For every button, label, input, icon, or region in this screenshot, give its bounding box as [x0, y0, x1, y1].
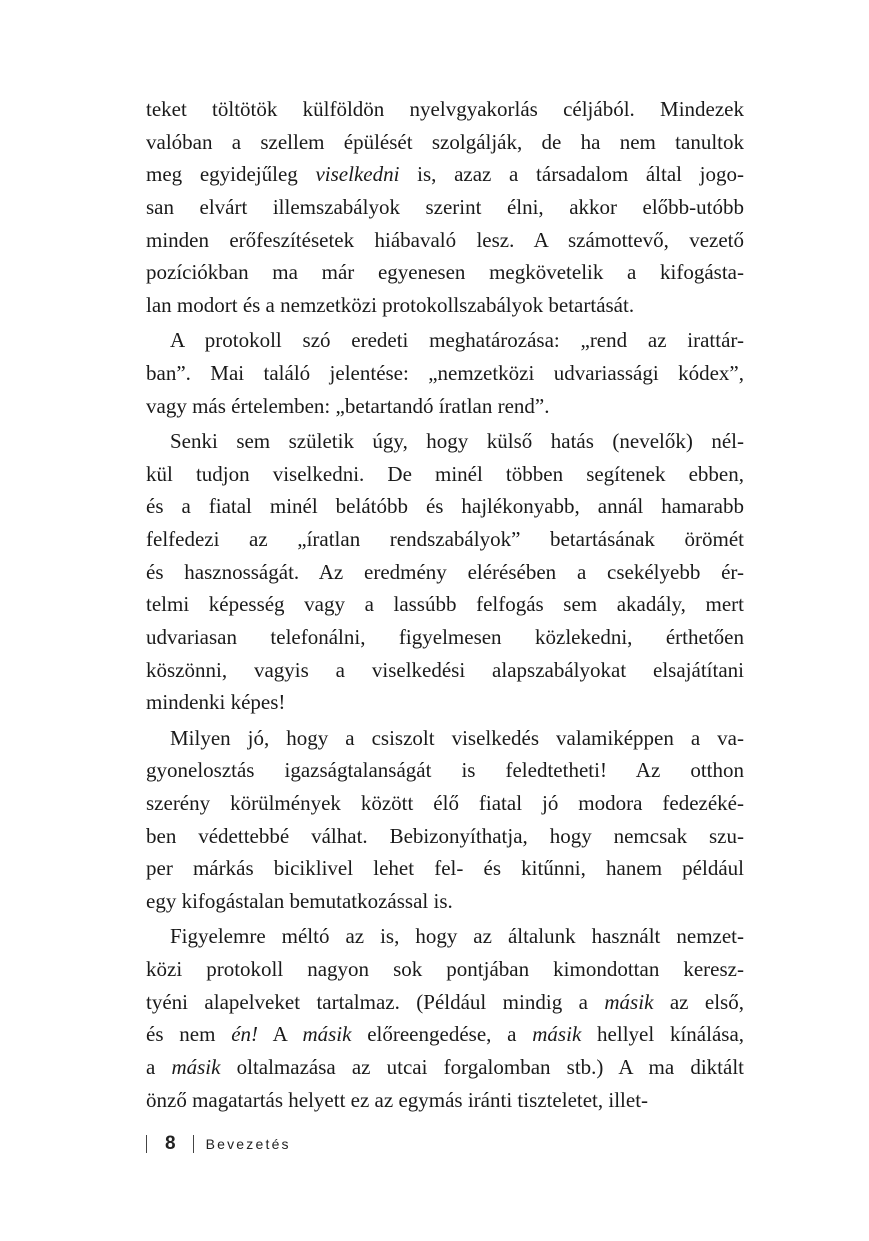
page-body	[146, 93, 744, 1116]
text-run: előreengedése, a	[351, 1022, 533, 1047]
running-header-section: Bevezetés	[205, 1136, 291, 1152]
text-run: oltalmazása az utcai forgalomban stb.) A ma diktált	[220, 1054, 744, 1079]
text-line	[146, 953, 744, 986]
text-line	[146, 885, 744, 918]
text-run: a	[146, 1054, 172, 1079]
text-line	[146, 754, 744, 787]
paragraph	[146, 425, 744, 719]
text-run: A	[258, 1022, 303, 1047]
text-line	[146, 191, 744, 224]
text-line	[146, 490, 744, 523]
italic-emphasis: másik	[302, 1022, 352, 1047]
text-line	[146, 621, 744, 654]
text-line	[146, 1018, 744, 1051]
text-run: udvariasan telefonálni, figyelmesen közlekedni, érthetően	[146, 625, 744, 649]
text-line	[146, 324, 744, 357]
text-run: és hasznosságát. Az eredmény elérésében a csekélyebb ér-	[146, 559, 744, 584]
text-line	[146, 1051, 744, 1084]
text-run: lan modort és a nemzetközi protokollszabályok betartását.	[146, 293, 635, 318]
text-line	[146, 654, 744, 687]
text-run: és nem	[146, 1022, 232, 1047]
text-line	[146, 588, 744, 621]
italic-emphasis: viselkedni	[315, 162, 400, 187]
text-run: Figyelemre méltó az is, hogy az általunk használt nemzet-	[170, 924, 744, 949]
italic-emphasis: másik	[171, 1054, 221, 1079]
text-run: san elvárt illemszabályok szerint élni, akkor előbb-utóbb	[146, 195, 744, 220]
text-run: szerény körülmények között élő fiatal jó modora fedezéké-	[146, 790, 744, 815]
text-run: Milyen jó, hogy a csiszolt viselkedés valamiképpen a va-	[170, 725, 744, 750]
footer-divider	[193, 1135, 194, 1153]
text-line	[146, 357, 744, 390]
text-line	[146, 556, 744, 589]
text-run: az első,	[653, 989, 744, 1014]
text-line	[146, 289, 744, 322]
paragraph	[146, 920, 744, 1116]
text-line	[146, 852, 744, 885]
text-line	[146, 523, 744, 556]
text-run: ben védettebbé válhat. Bebizonyíthatja, hogy nemcsak szu-	[146, 823, 744, 848]
text-run: felfedezi az „íratlan rendszabályok” betartásának örömét	[146, 526, 744, 551]
text-run: minden erőfeszítésetek hiábavaló lesz. A számottevő, vezető	[146, 227, 744, 252]
text-run: ban”. Mai találó jelentése: „nemzetközi udvariassági kódex”,	[146, 361, 744, 385]
text-run: kül tudjon viselkedni. De minél többen segítenek ebben,	[146, 461, 744, 486]
text-run: meg egyidejűleg	[146, 162, 316, 187]
text-run: valóban a szellem épülését szolgálják, de ha nem tanultok	[146, 129, 744, 154]
text-run: teket töltötök külföldön nyelvgyakorlás céljából. Mindezek	[146, 97, 744, 121]
paragraph	[146, 324, 744, 422]
text-line	[146, 920, 744, 953]
text-line	[146, 425, 744, 458]
text-line	[146, 390, 744, 423]
text-run: gyonelosztás igazságtalanságát is feledtetheti! Az otthon	[146, 758, 744, 783]
text-line	[146, 722, 744, 755]
footer-divider	[146, 1135, 147, 1153]
text-run: vagy más értelemben: „betartandó íratlan rend”.	[146, 393, 550, 418]
text-line	[146, 787, 744, 820]
text-line	[146, 93, 744, 126]
page-footer	[146, 1131, 291, 1157]
text-run: per márkás biciklivel lehet fel- és kitűnni, hanem például	[146, 856, 744, 881]
text-run: mindenki képes!	[146, 690, 286, 715]
text-run: Senki sem születik úgy, hogy külső hatás (nevelők) nél-	[170, 428, 744, 453]
paragraph	[146, 93, 744, 322]
text-run: telmi képesség vagy a lassúbb felfogás sem akadály, mert	[146, 592, 744, 617]
text-run: tyéni alapelveket tartalmaz. (Például mindig a	[146, 989, 605, 1014]
text-line	[146, 158, 744, 191]
page-number: 8	[165, 1133, 176, 1154]
text-run: A protokoll szó eredeti meghatározása: „rend az irattár-	[170, 328, 744, 353]
italic-emphasis: másik	[604, 989, 654, 1014]
text-line	[146, 224, 744, 257]
text-run: pozíciókban ma már egyenesen megkövetelik a kifogásta-	[146, 260, 744, 285]
paragraph	[146, 722, 744, 918]
text-line	[146, 458, 744, 491]
text-run: közi protokoll nagyon sok pontjában kimondottan keresz-	[146, 956, 744, 981]
text-line	[146, 986, 744, 1019]
text-run: is, azaz a társadalom által jogo-	[399, 162, 744, 187]
text-line	[146, 256, 744, 289]
text-run: köszönni, vagyis a viselkedési alapszabályokat elsajátítani	[146, 657, 744, 682]
text-run: hellyel kínálása,	[581, 1022, 745, 1047]
text-run: és a fiatal minél belátóbb és hajlékonyabb, annál hamarabb	[146, 494, 744, 519]
text-line	[146, 820, 744, 853]
text-run: önző magatartás helyett ez az egymás iránti tiszteletet, illet-	[146, 1087, 649, 1112]
text-run: egy kifogástalan bemutatkozással is.	[146, 889, 453, 913]
italic-emphasis: én!	[231, 1022, 259, 1047]
text-line	[146, 1084, 744, 1117]
text-line	[146, 126, 744, 159]
italic-emphasis: másik	[532, 1022, 582, 1047]
text-line	[146, 686, 744, 719]
